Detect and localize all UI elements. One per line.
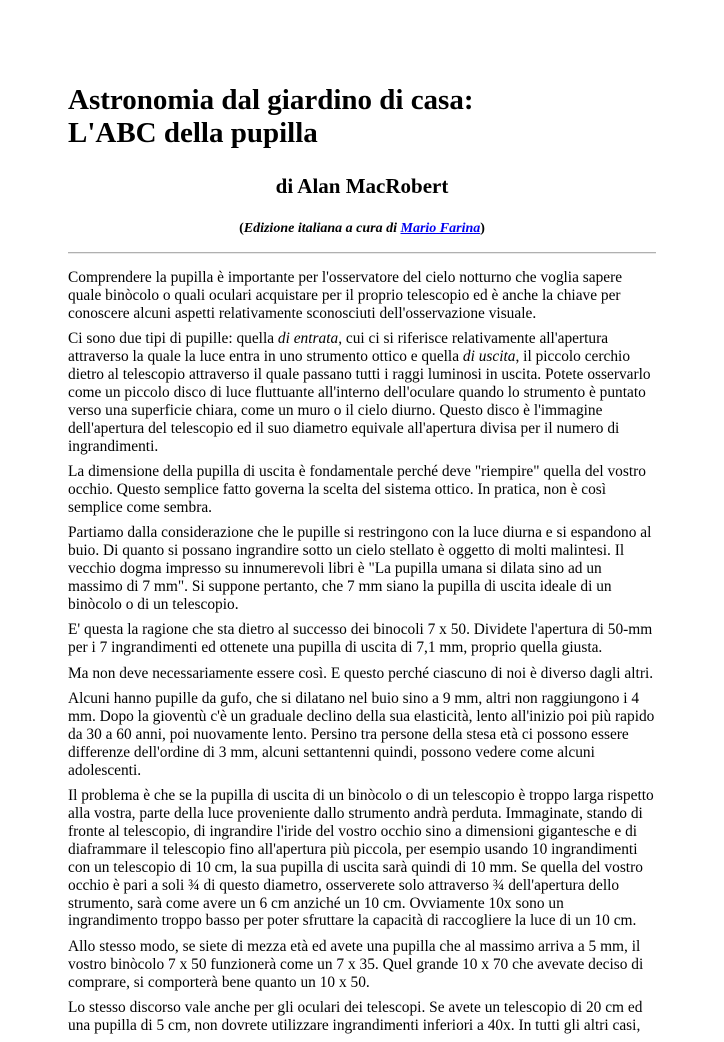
title-line-2: L'ABC della pupilla	[68, 117, 318, 149]
paragraph-2-part-e: , il piccolo cerchio dietro al telescopio attraverso il quale passano tutti i raggi luminosi in uscita. Potete osservarlo come un piccolo disco di luce fluttuante all'interno dell'oculare quando lo strumento è puntato verso una superficie chiara, come un muro o il cielo diurno. Questo disco è l'immagine dell'apertura del telescopio ed il suo diametro equivale all'apertura divisa per il numero di ingrandimenti.	[68, 348, 651, 455]
paragraph-7: Alcuni hanno pupille da gufo, che si dilatano nel buio sino a 9 mm, altri non raggiungono i 4 mm. Dopo la gioventù c'è un graduale declino della sua elasticità, lento all'inizio poi più rapido da 30 a 60 anni, poi nuovamente lento. Persino tra persone della stesa età ci possono essere differenze dell'ordine di 3 mm, alcuni settantenni quindi, possono vedere come alcuni adolescenti.	[68, 690, 655, 779]
horizontal-divider	[68, 252, 656, 254]
term-uscita: di uscita	[462, 348, 516, 366]
article-body	[68, 269, 656, 1042]
edition-close-paren: )	[480, 221, 485, 236]
title-line-1: Astronomia dal giardino di casa:	[68, 84, 474, 116]
paragraph-4: Partiamo dalla considerazione che le pupille si restringono con la luce diurna e si espandono al buio. Di quanto si possano ingrandire sotto un cielo stellato è oggetto di molti malintesi. Il vecchio dogma impresso su innumerevoli libri è "La pupilla umana si dilata sino ad un massimo di 7 mm". Si suppone pertanto, che 7 mm siano la pupilla di uscita ideale di un binòcolo o di un telescopio.	[68, 524, 652, 613]
paragraph-8: Il problema è che se la pupilla di uscita di un binòcolo o di un telescopio è troppo larga rispetto alla vostra, parte della luce proveniente dallo strumento andrà perduta. Immaginate, stando di fronte al telescopio, di ingrandire l'iride del vostro occhio sino a dimensioni gigantesche e di diaframmare il telescopio fino all'apertura più piccola, per esempio usando 10 ingrandimenti con un telescopio di 10 cm, la sua pupilla di uscita sarà quindi di 10 mm. Se quella del vostro occhio è pari a soli ¾ di questo diametro, osserverete solo attraverso ¾ dell'apertura dello strumento, sarà come avere un 6 cm anziché un 10 cm. Ovviamente 10x sono un ingrandimento troppo basso per poter sfruttare la capacità di raccogliere la luce di un 10 cm.	[68, 787, 654, 930]
edition-label: Edizione italiana a cura di	[243, 221, 397, 236]
paragraph-2	[68, 330, 656, 455]
author-byline: di Alan MacRobert	[275, 174, 449, 198]
paragraph-9: Allo stesso modo, se siete di mezza età ed avete una pupilla che al massimo arriva a 5 mm, il vostro binòcolo 7 x 50 funzionerà come un 7 x 35. Quel grande 10 x 70 che avevate deciso di comprare, si comporterà bene quanto un 10 x 50.	[68, 937, 644, 991]
paragraph-3: La dimensione della pupilla di uscita è fondamentale perché deve "riempire" quella del vostro occhio. Questo semplice fatto governa la scelta del sistema ottico. In pratica, non è così semplice come sembra.	[68, 463, 646, 516]
edition-credit	[68, 220, 656, 238]
paragraph-2-part-a: Ci sono due tipi di pupille: quella	[68, 330, 278, 348]
paragraph-1: Comprendere la pupilla è importante per l'osservatore del cielo notturno che voglia sapere quale binòcolo o quali oculari acquistare per il proprio telescopio ed è anche la chiave per conoscere alcuni aspetti relativamente sconosciuti dell'osservazione visuale.	[68, 269, 623, 322]
paragraph-6: Ma non deve necessariamente essere così. E questo perché ciascuno di noi è diverso dagli altri.	[68, 664, 654, 682]
paragraph-5: E' questa la ragione che sta dietro al successo dei binocoli 7 x 50. Dividete l'apertura di 50-mm per i 7 ingrandimenti ed ottenete una pupilla di uscita di 7,1 mm, proprio quella giusta.	[68, 621, 653, 657]
page-title	[68, 84, 656, 150]
paragraph-2-part-c: , cui ci si riferisce relativamente all'apertura attraverso la quale la luce entra in uno strumento ottico e quella	[68, 330, 609, 366]
term-entrata: di entrata	[277, 330, 339, 348]
edition-open-paren: (	[239, 221, 244, 236]
editor-link[interactable]: Mario Farina	[400, 221, 481, 236]
paragraph-10: Lo stesso discorso vale anche per gli oculari dei telescopi. Se avete un telescopio di 20 cm ed una pupilla di 5 cm, non dovrete utilizzare ingrandimenti inferiori a 40x. In tutti gli altri casi,	[68, 999, 643, 1034]
